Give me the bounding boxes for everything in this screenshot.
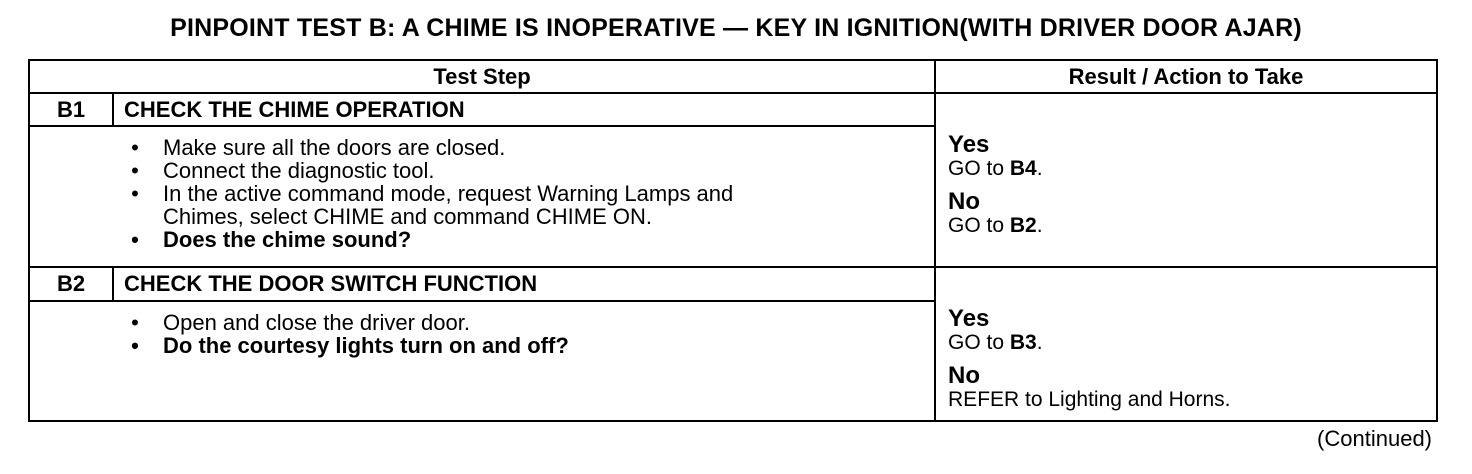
table-header-row xyxy=(29,60,1437,93)
step-id: B2 xyxy=(29,267,113,301)
list-item: • Do the courtesy lights turn on and off? xyxy=(131,332,569,358)
continued-note: (Continued) xyxy=(1317,426,1432,451)
no-action: REFER to Lighting and Horns. xyxy=(948,388,1231,411)
list-item: • Make sure all the doors are closed. xyxy=(131,135,506,160)
step-heading: CHECK THE CHIME OPERATION xyxy=(113,93,935,126)
step-heading-row xyxy=(29,93,1437,126)
column-header-result: Result / Action to Take xyxy=(935,60,1437,93)
result-cell xyxy=(935,267,1437,421)
column-header-test-step: Test Step xyxy=(29,60,935,93)
pinpoint-test-table xyxy=(28,59,1438,422)
result-cell xyxy=(935,93,1437,267)
no-action: GO to B2. xyxy=(948,214,1043,237)
yes-action: GO to B4. xyxy=(948,157,1043,180)
bullet-list xyxy=(113,302,934,363)
list-item: • Connect the diagnostic tool. xyxy=(131,158,435,183)
list-item: • Open and close the driver door. xyxy=(131,309,470,335)
list-item: • Does the chime sound? xyxy=(131,227,412,252)
bullet-list xyxy=(113,127,934,257)
page-title: PINPOINT TEST B: A CHIME IS INOPERATIVE — KEY IN IGNITION(WITH DRIVER DOOR AJAR) xyxy=(170,14,1302,42)
yes-action: GO to B3. xyxy=(948,331,1043,354)
list-item: • In the active command mode, request Warning Lamps and Chimes, select CHIME and command CHIME ON. xyxy=(131,181,734,229)
yes-label: Yes xyxy=(948,131,990,158)
step-instructions xyxy=(113,126,935,267)
step-id-spacer xyxy=(29,126,113,267)
step-id-spacer xyxy=(29,301,113,421)
step-id: B1 xyxy=(29,93,113,126)
step-instructions xyxy=(113,301,935,421)
yes-label: Yes xyxy=(948,305,990,332)
no-label: No xyxy=(948,188,981,215)
step-heading: CHECK THE DOOR SWITCH FUNCTION xyxy=(113,267,935,301)
no-label: No xyxy=(948,362,981,389)
step-heading-row xyxy=(29,267,1437,301)
